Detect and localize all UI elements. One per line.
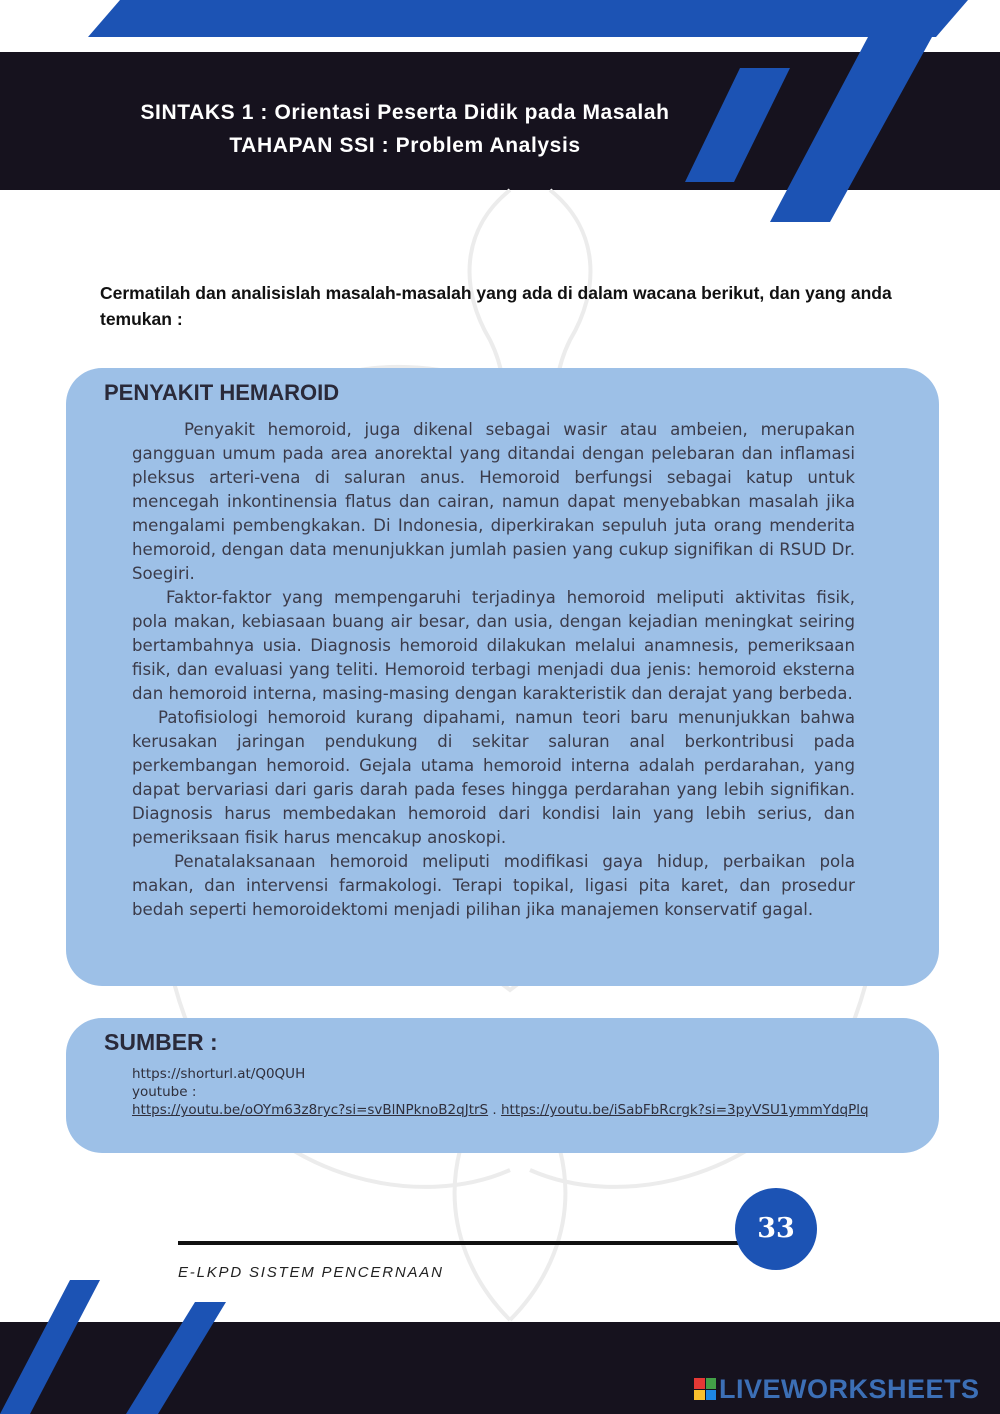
article-heading: PENYAKIT HEMAROID	[104, 380, 340, 405]
article-paragraph: Penyakit hemoroid, juga dikenal sebagai wasir atau ambeien, merupakan gangguan umum pada area anorektal yang ditandai dengan pelebaran dan inflamasi pleksus arteri-vena di saluran anus. Hemoroid berfungsi sebagai katup untuk mencegah inkontinensia flatus dan cairan, namun dapat menyebabkan masalah jika mengalami pembengkakan. Di Indonesia, diperkirakan sepuluh juta orang menderita hemoroid, dengan data menunjukkan jumlah pasien yang cukup signifikan di RSUD Dr. Soegiri.	[132, 420, 855, 583]
link-separator: .	[488, 1102, 501, 1118]
footer-divider	[178, 1241, 758, 1245]
youtube-link-1[interactable]: https://youtu.be/oOYm63z8ryc?si=svBlNPknoB2qJtrS	[132, 1102, 489, 1118]
page-header-title	[60, 96, 750, 162]
page-number-badge: 33	[735, 1188, 817, 1270]
source-youtube-links	[132, 1101, 892, 1119]
liveworksheets-logo	[694, 1373, 980, 1404]
article-paragraph: Penatalaksanaan hemoroid meliputi modifikasi gaya hidup, perbaikan pola makan, dan intervensi farmakologi. Terapi topikal, ligasi pita karet, dan prosedur bedah seperti hemoroidektomi menjadi pilihan jika manajemen konservatif gagal.	[132, 852, 855, 919]
article-body	[132, 418, 855, 922]
sources-list	[132, 1065, 892, 1119]
instruction-text: Cermatilah dan analisislah masalah-masalah yang ada di dalam wacana berikut, dan yang anda temukan :	[100, 283, 892, 329]
article-paragraph: Faktor-faktor yang mempengaruhi terjadinya hemoroid meliputi aktivitas fisik, pola makan, kebiasaan buang air besar, dan usia, dengan kejadian meningkat seiring bertambahnya usia. Diagnosis hemoroid dilakukan melalui anamnesis, pemeriksaan fisik, dan evaluasi yang teliti. Hemoroid terbagi menjadi dua jenis: hemoroid eksterna dan hemoroid interna, masing-masing dengan karakteristik dan derajat yang berbeda.	[132, 588, 855, 703]
footer-decorative-stripes	[0, 1280, 260, 1414]
header-stage-line: TAHAPAN SSI : Problem Analysis	[229, 134, 581, 157]
source-shorturl: https://shorturl.at/Q0QUH	[132, 1066, 306, 1082]
source-youtube-label: youtube :	[132, 1084, 197, 1100]
sources-heading: SUMBER :	[104, 1029, 218, 1055]
header-syntax-line: SINTAKS 1 : Orientasi Peserta Didik pada Masalah	[140, 101, 670, 124]
article-paragraph: Patofisiologi hemoroid kurang dipahami, namun teori baru menunjukkan bahwa kerusakan jaringan pendukung di sekitar saluran anal berkontribusi pada perkembangan hemoroid. Gejala utama hemoroid interna adalah perdarahan, yang dapat bervariasi dari garis darah pada feses hingga perdarahan yang lebih signifikan. Diagnosis harus membedakan hemoroid dari kondisi lain yang lebih serius, dan pemeriksaan fisik harus mencakup anoskopi.	[132, 708, 855, 847]
youtube-link-2[interactable]: https://youtu.be/iSabFbRcrgk?si=3pyVSU1ymmYdqPlq	[500, 1102, 869, 1118]
liveworksheets-squares-icon	[694, 1378, 716, 1400]
liveworksheets-logo-text: LIVEWORKSHEETS	[719, 1373, 980, 1404]
footer-label: E-LKPD SISTEM PENCERNAAN	[178, 1264, 444, 1281]
